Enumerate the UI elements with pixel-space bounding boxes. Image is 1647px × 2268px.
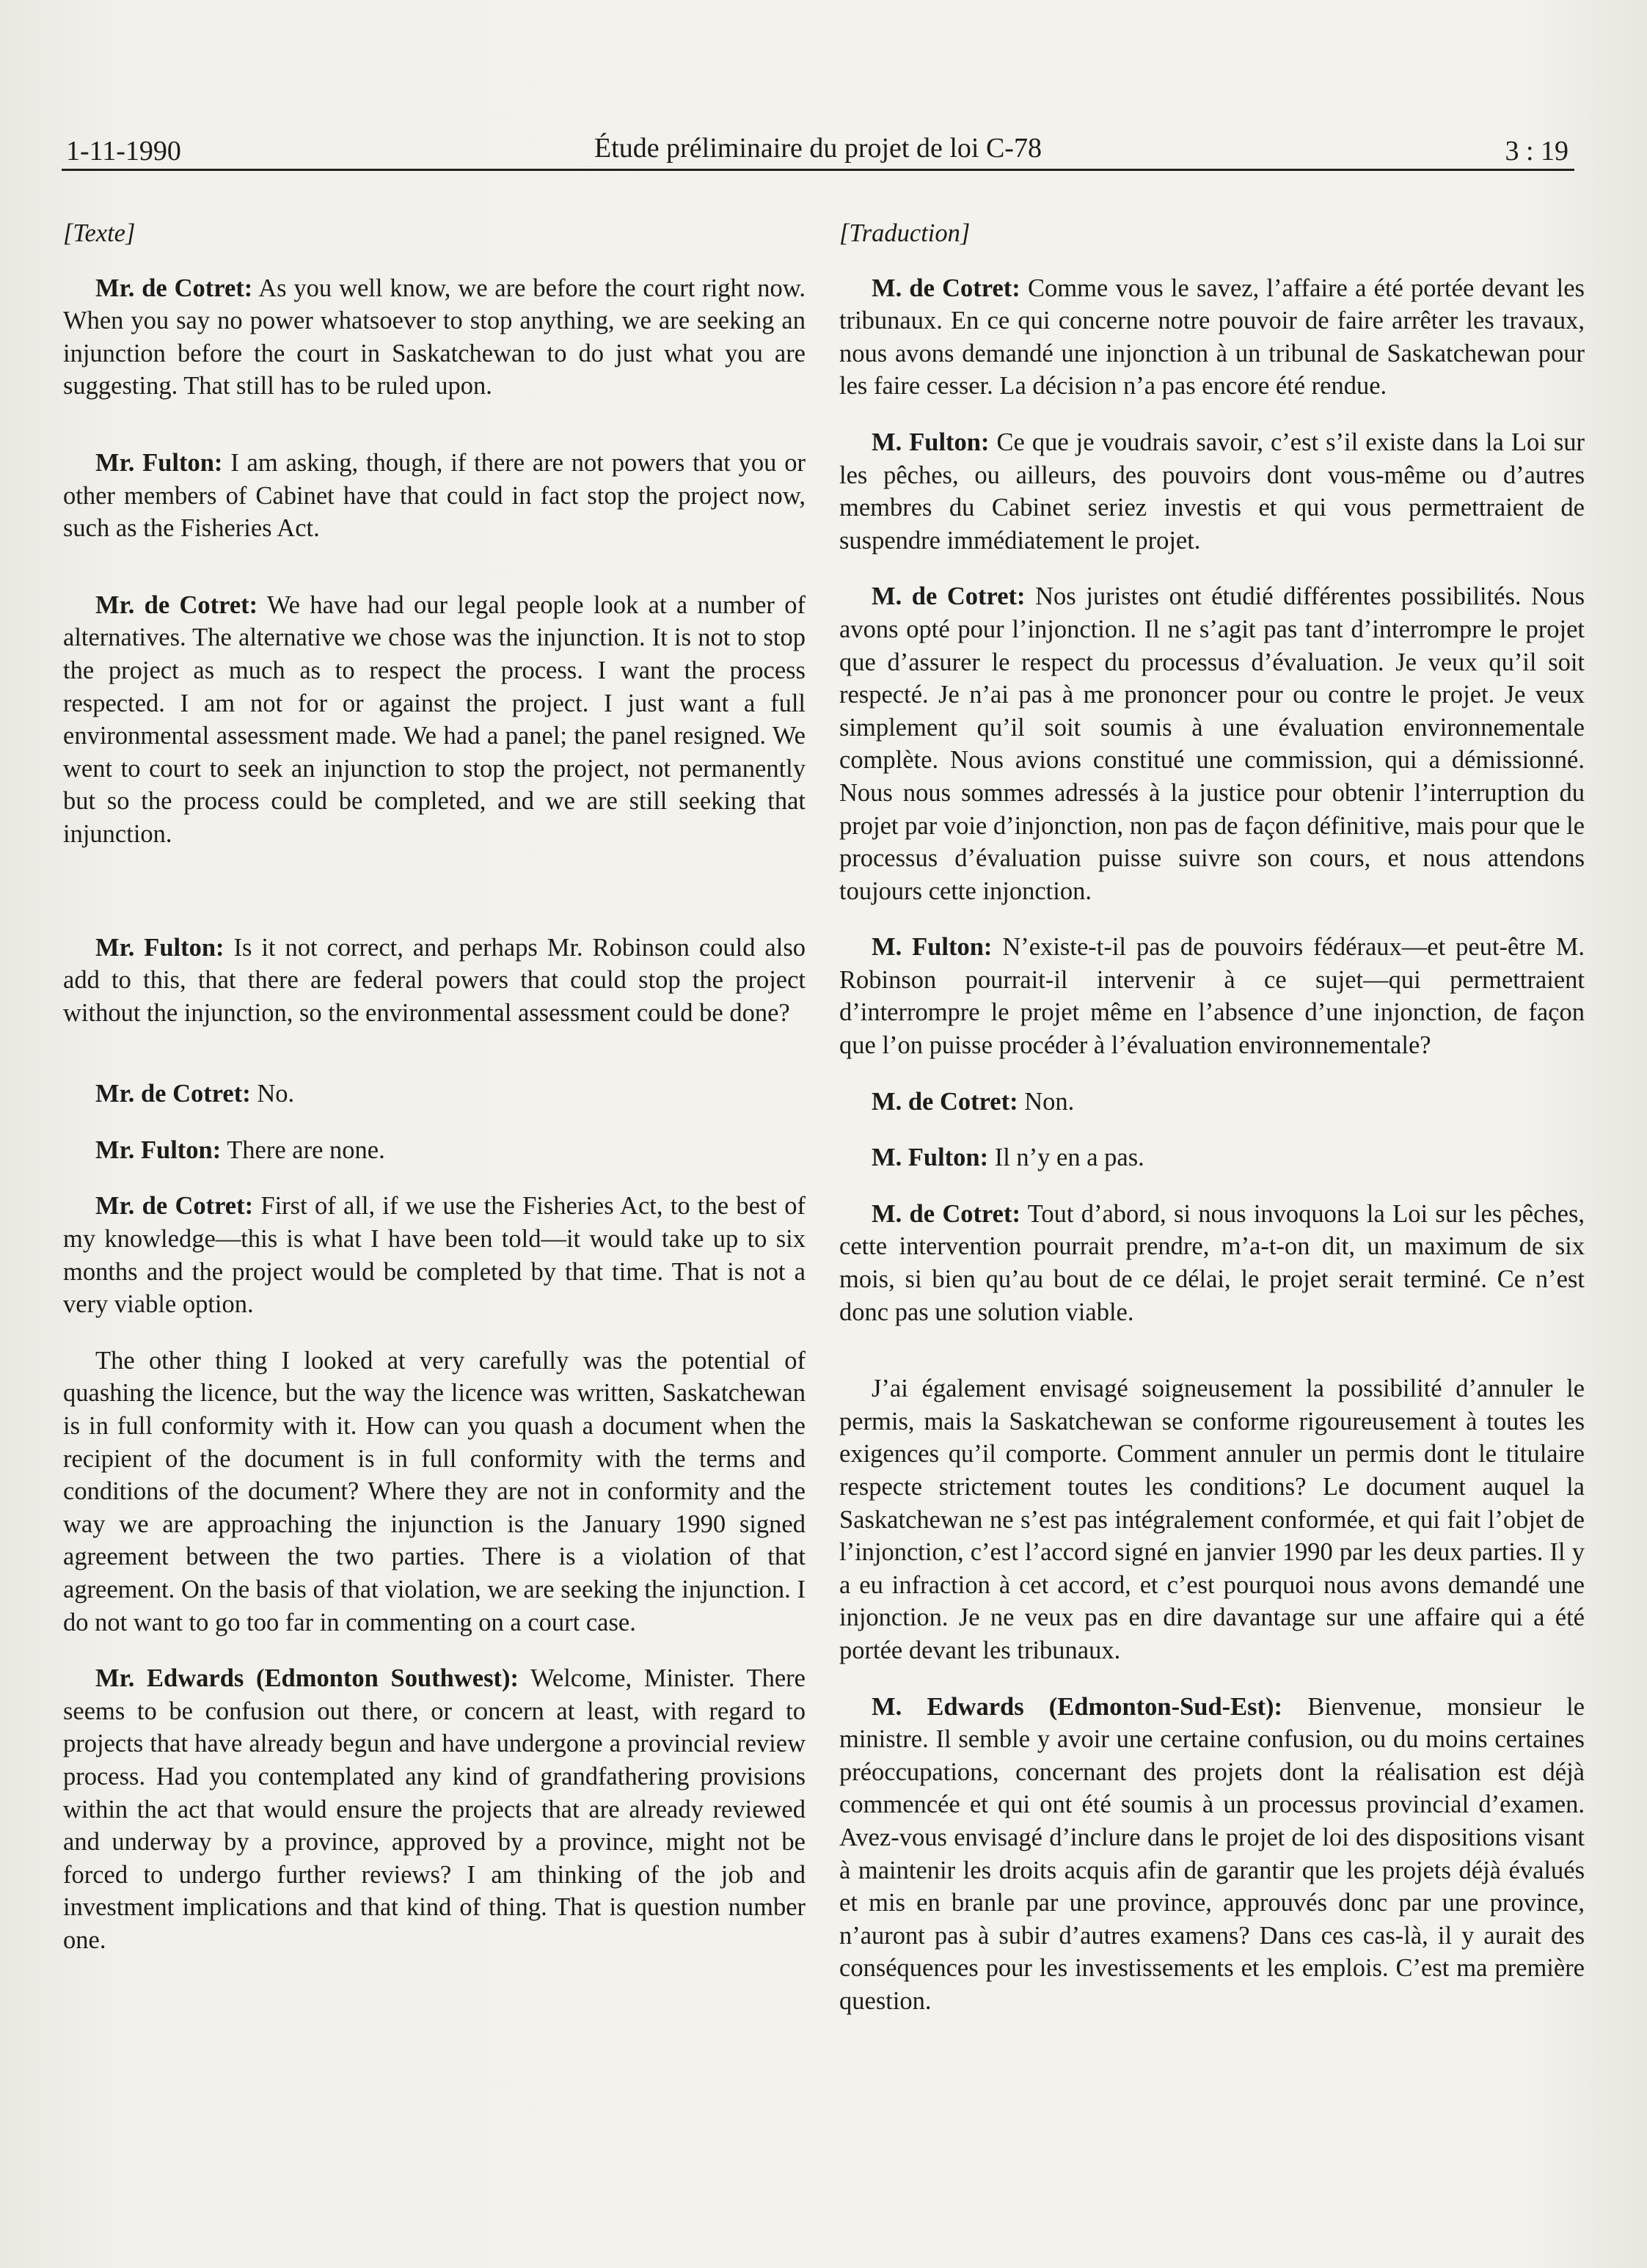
paragraph-text: Tout d’abord, si nous invoquons la Loi sur les pêches, cette intervention pourrait prendre, m’a-t-on dit, un maximum de six mois, si bien qu’au bout de ce délai, le projet serait terminé. Ce n’est donc pas une solution viable. bbox=[839, 1199, 1585, 1326]
paragraph bbox=[63, 272, 806, 403]
paragraph bbox=[63, 589, 806, 851]
speaker-name: M. Fulton: bbox=[872, 1144, 989, 1172]
paragraph bbox=[63, 1134, 806, 1167]
speaker-name: Mr. de Cotret: bbox=[95, 274, 253, 302]
paragraph-text: Non. bbox=[1018, 1087, 1075, 1116]
speaker-name: M. de Cotret: bbox=[872, 1199, 1020, 1228]
paragraph-text: Welcome, Minister. There seems to be confusion out there, or concern at least, with regard to projects that have already begun and have undergone a provincial review process. Had you contemplated any kind of grandfathering provisions within the act that would ensure the projects that are already reviewed and underway by a province, approved by a province, might not be forced to undergo further reviews? I am thinking of the job and investment implications and that kind of thing. That is question number one. bbox=[63, 1664, 806, 1954]
paragraph bbox=[63, 1078, 806, 1111]
paragraph bbox=[839, 1691, 1585, 2018]
french-column bbox=[839, 217, 1585, 2018]
speaker-name: Mr. Edwards (Edmonton Southwest): bbox=[95, 1664, 519, 1693]
paragraph-text: As you well know, we are before the court right now. When you say no power whatsoever to stop anything, we are seeking an injunction before the court in Saskatchewan to do just what you are suggesting. That still has to be ruled upon. bbox=[63, 274, 806, 400]
paragraph-text: I am asking, though, if there are not powers that you or other members of Cabinet have that could in fact stop the project now, such as the Fisheries Act. bbox=[63, 448, 806, 543]
paragraph-text: J’ai également envisagé soigneusement la possibilité d’annuler le permis, mais la Saskatchewan se conforme rigoureusement à toutes les exigences qu’il comporte. Comment annuler un permis dont le titulaire respecte strictement toutes les conditions? Le document auquel la Saskatchewan ne s’est pas intégralement conformée, et qui fait l’objet de l’injonction, c’est l’accord signé en janvier 1990 par les deux parties. Il y a eu infraction à cet accord, et c’est pourquoi nous avons demandé une injonction. Je ne veux pas en dire davantage sur une affaire qui a été portée devant les tribunaux. bbox=[839, 1375, 1585, 1664]
page-header bbox=[62, 129, 1574, 171]
column-label-traduction: [Traduction] bbox=[839, 219, 971, 247]
speaker-name: M. de Cotret: bbox=[872, 274, 1020, 302]
column-label-texte: [Texte] bbox=[63, 219, 136, 247]
paragraph bbox=[839, 1198, 1585, 1328]
paragraph-text: No. bbox=[250, 1080, 295, 1108]
speaker-name: Mr. Fulton: bbox=[95, 933, 224, 962]
speaker-name: Mr. Fulton: bbox=[95, 448, 223, 477]
paragraph-text: We have had our legal people look at a number of alternatives. The alternative we chose was the injunction. It is not to stop the project as much as to respect the process. I want the process respected. I am not for or against the project. I just want a full environmental assessment made. We had a panel; the panel resigned. We went to court to seek an injunction to stop the project, not permanently but so the process could be completed, and we are still seeking that injunction. bbox=[63, 590, 806, 848]
paragraph-text: Il n’y en a pas. bbox=[988, 1144, 1144, 1172]
paragraph bbox=[63, 1662, 806, 1956]
paragraph bbox=[839, 1141, 1585, 1174]
speaker-name: M. de Cotret: bbox=[872, 582, 1026, 611]
paragraph bbox=[839, 272, 1585, 403]
paragraph bbox=[839, 931, 1585, 1061]
speaker-name: Mr. de Cotret: bbox=[95, 1192, 254, 1221]
paragraph bbox=[839, 1372, 1585, 1667]
paragraph bbox=[63, 1345, 806, 1639]
paragraph bbox=[63, 1190, 806, 1320]
speaker-name: Mr. Fulton: bbox=[95, 1135, 222, 1164]
header-date: 1-11-1990 bbox=[66, 136, 181, 167]
speaker-name: Mr. de Cotret: bbox=[95, 1080, 251, 1108]
english-column bbox=[63, 217, 806, 1957]
paragraph-text: N’existe-t-il pas de pouvoirs fédéraux—et peut-être M. Robinson pourrait-il intervenir à ce sujet—qui permettraient d’interrompre le projet même en l’absence d’une injonction, de façon que l’on puisse procéder à l’évaluation environnementale? bbox=[839, 933, 1585, 1060]
header-page-number: 3 : 19 bbox=[1505, 136, 1569, 167]
paragraph bbox=[839, 426, 1585, 557]
paragraph-text: Ce que je voudrais savoir, c’est s’il existe dans la Loi sur les pêches, ou ailleurs, des pouvoirs dont vous-même ou d’autres membres du Cabinet seriez investis et qui vous permettraient de suspendre immédiatement le projet. bbox=[839, 428, 1585, 555]
paragraph-text: There are none. bbox=[221, 1135, 385, 1164]
paragraph-text: Nos juristes ont étudié différentes possibilités. Nous avons opté pour l’injonction. Il ne s’agit pas tant d’interrompre le projet que d’assurer le respect du processus d’évaluation. Je veux qu’il soit respecté. Je n’ai pas à me prononcer pour ou contre le projet. Je veux simplement qu’il soit soumis à une évaluation environnementale complète. Nous avions constitué une commission, qui a démissionné. Nous nous sommes adressés à la justice pour obtenir l’interruption du projet par voie d’injonction, non pas de façon définitive, mais pour que le processus d’évaluation puisse suivre son cours, et nous attendons toujours cette injonction. bbox=[839, 582, 1585, 905]
speaker-name: M. de Cotret: bbox=[872, 1087, 1018, 1116]
paragraph-text: The other thing I looked at very carefully was the potential of quashing the licence, but the way the licence was written, Saskatchewan is in full conformity with it. How can you quash a document when the recipient of the document is in full conformity with the terms and conditions of the document? Where they are not in conformity and the way we are approaching the injunction is the January 1990 signed agreement between the two parties. There is a violation of that agreement. On the basis of that violation, we are seeking the injunction. I do not want to go too far in commenting on a court case. bbox=[63, 1346, 806, 1636]
paragraph bbox=[839, 580, 1585, 907]
paragraph-text: Bienvenue, monsieur le ministre. Il semble y avoir une certaine confusion, ou du moins certaines préoccupations, concernant des projets dont la réalisation est déjà commencée et qui ont été soumis à un processus provincial d’examen. Avez-vous envisagé d’inclure dans le projet de loi des dispositions visant à maintenir les droits acquis afin de garantir que les projets déjà évalués et mis en branle par une province, approuvés donc par une province, n’auront pas à subir d’autres examens? Dans ces cas-là, il y aurait des conséquences pour les investissements et les emplois. C’est ma première question. bbox=[839, 1692, 1585, 2015]
speaker-name: M. Fulton: bbox=[872, 428, 990, 456]
speaker-name: M. Edwards (Edmonton-Sud-Est): bbox=[872, 1692, 1283, 1721]
paragraph bbox=[63, 447, 806, 545]
paragraph-text: Is it not correct, and perhaps Mr. Robinson could also add to this, that there are federal powers that could stop the project without the injunction, so the environmental assessment could be done? bbox=[63, 933, 806, 1027]
paragraph-text: First of all, if we use the Fisheries Act, to the best of my knowledge—this is what I have been told—it would take up to six months and the project would be completed by that time. That is not a very viable option. bbox=[63, 1192, 806, 1319]
header-title: Étude préliminaire du projet de loi C-78 bbox=[594, 133, 1042, 164]
speaker-name: Mr. de Cotret: bbox=[95, 590, 258, 619]
paragraph-text: Comme vous le savez, l’affaire a été portée devant les tribunaux. En ce qui concerne notre pouvoir de faire arrêter les travaux, nous avons demandé une injonction à un tribunal de Saskatchewan pour les faire cesser. La décision n’a pas encore été rendue. bbox=[839, 274, 1585, 400]
paragraph bbox=[839, 1086, 1585, 1119]
paragraph bbox=[63, 932, 806, 1030]
speaker-name: M. Fulton: bbox=[872, 933, 993, 962]
